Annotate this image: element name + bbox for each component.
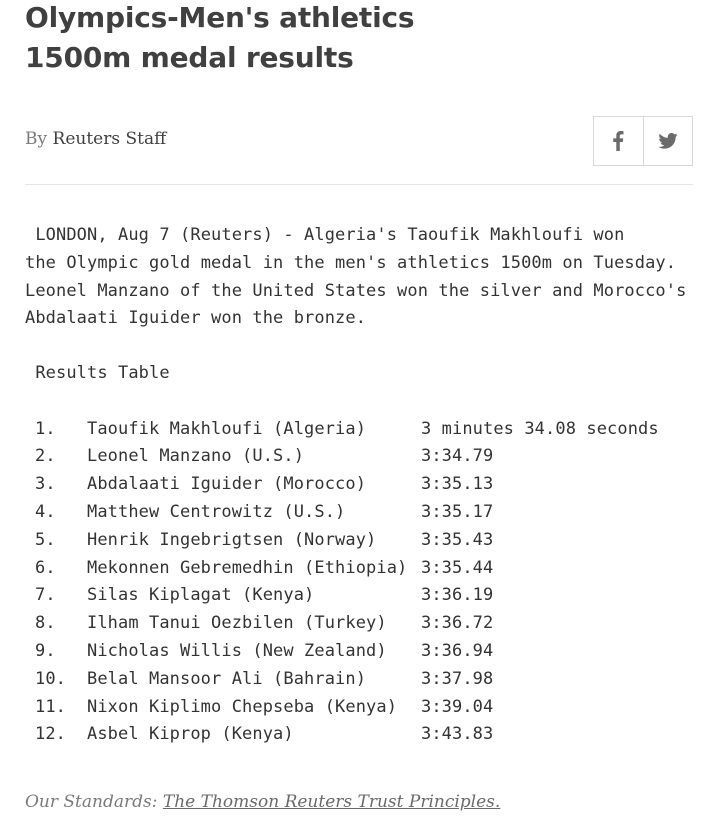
result-indent [25,555,35,583]
result-row [25,555,705,583]
byline-divider [25,184,693,185]
result-row [25,694,705,722]
result-indent [25,443,35,471]
share-buttons [593,116,693,166]
blank-line [25,388,705,416]
result-time: 3:37.98 [421,668,494,689]
result-rank: 3. [35,474,56,495]
result-row [25,443,705,471]
result-indent [25,416,35,444]
result-row [25,610,705,638]
result-rank: 10. [35,668,67,689]
result-rank: 7. [35,585,56,606]
result-indent [25,527,35,555]
result-rank: 6. [35,557,56,578]
result-row [25,721,705,749]
result-time: 3:43.83 [421,724,494,745]
result-rank: 11. [35,696,67,717]
results-rows [25,416,705,750]
result-athlete: Taoufik Makhloufi (Algeria) [87,418,367,439]
body-line: Abdalaati Iguider won the bronze. [25,308,367,329]
result-time: 3:35.43 [421,529,494,550]
result-row [25,527,705,555]
result-indent [25,694,35,722]
article-body [25,222,705,333]
result-athlete: Belal Mansoor Ali (Bahrain) [87,668,367,689]
result-indent [25,666,35,694]
twitter-share-button[interactable] [643,117,693,165]
twitter-icon [658,133,678,149]
result-athlete: Matthew Centrowitz (U.S.) [87,501,346,522]
headline-line-1: Olympics-Men's athletics [25,1,415,34]
headline [25,0,665,78]
results-table-title: Results Table [25,363,170,383]
result-row [25,666,705,694]
result-time: 3:36.72 [421,613,494,634]
result-row [25,582,705,610]
result-indent [25,610,35,638]
result-rank: 12. [35,724,67,745]
result-athlete: Leonel Manzano (U.S.) [87,446,305,467]
result-indent [25,499,35,527]
result-rank: 8. [35,613,56,634]
result-time: 3:36.19 [421,585,494,606]
result-rank: 4. [35,501,56,522]
byline-prefix: By [25,129,48,149]
results-table [25,360,705,749]
body-line: LONDON, Aug 7 (Reuters) - Algeria's Taoufik Makhloufi won [25,225,625,245]
result-time: 3:39.04 [421,696,494,717]
result-time: 3:35.17 [421,501,494,522]
result-row [25,499,705,527]
result-indent [25,721,35,749]
trust-principles-link[interactable]: The Thomson Reuters Trust Principles. [162,792,501,812]
result-time: 3:35.44 [421,557,494,578]
result-indent [25,638,35,666]
byline-row [25,116,693,166]
facebook-share-button[interactable] [594,117,643,165]
body-line: Leonel Manzano of the United States won the silver and Morocco's [25,280,687,301]
result-indent [25,471,35,499]
result-athlete: Nixon Kiplimo Chepseba (Kenya) [87,696,398,717]
result-rank: 1. [35,418,56,439]
result-row [25,638,705,666]
result-athlete: Silas Kiplagat (Kenya) [87,585,315,606]
result-athlete: Ilham Tanui Oezbilen (Turkey) [87,613,387,634]
result-row [25,471,705,499]
byline-author-link[interactable]: Reuters Staff [52,129,167,149]
result-rank: 5. [35,529,56,550]
result-athlete: Abdalaati Iguider (Morocco) [87,474,367,495]
result-rank: 9. [35,640,56,661]
result-indent [25,582,35,610]
byline [25,129,166,149]
result-time: 3:35.13 [421,474,494,495]
result-athlete: Mekonnen Gebremedhin (Ethiopia) [87,557,408,578]
result-athlete: Nicholas Willis (New Zealand) [87,640,387,661]
standards-label: Our Standards: [25,792,163,812]
result-row [25,416,705,444]
result-athlete: Asbel Kiprop (Kenya) [87,724,294,745]
result-rank: 2. [35,446,56,467]
facebook-icon [612,131,624,151]
result-time: 3:36.94 [421,640,494,661]
our-standards [25,792,500,812]
result-time: 3:34.79 [421,446,494,467]
result-athlete: Henrik Ingebrigtsen (Norway) [87,529,377,550]
headline-line-2: 1500m medal results [25,41,354,74]
result-time: 3 minutes 34.08 seconds [421,418,659,439]
body-line: the Olympic gold medal in the men's athletics 1500m on Tuesday. [25,252,677,273]
